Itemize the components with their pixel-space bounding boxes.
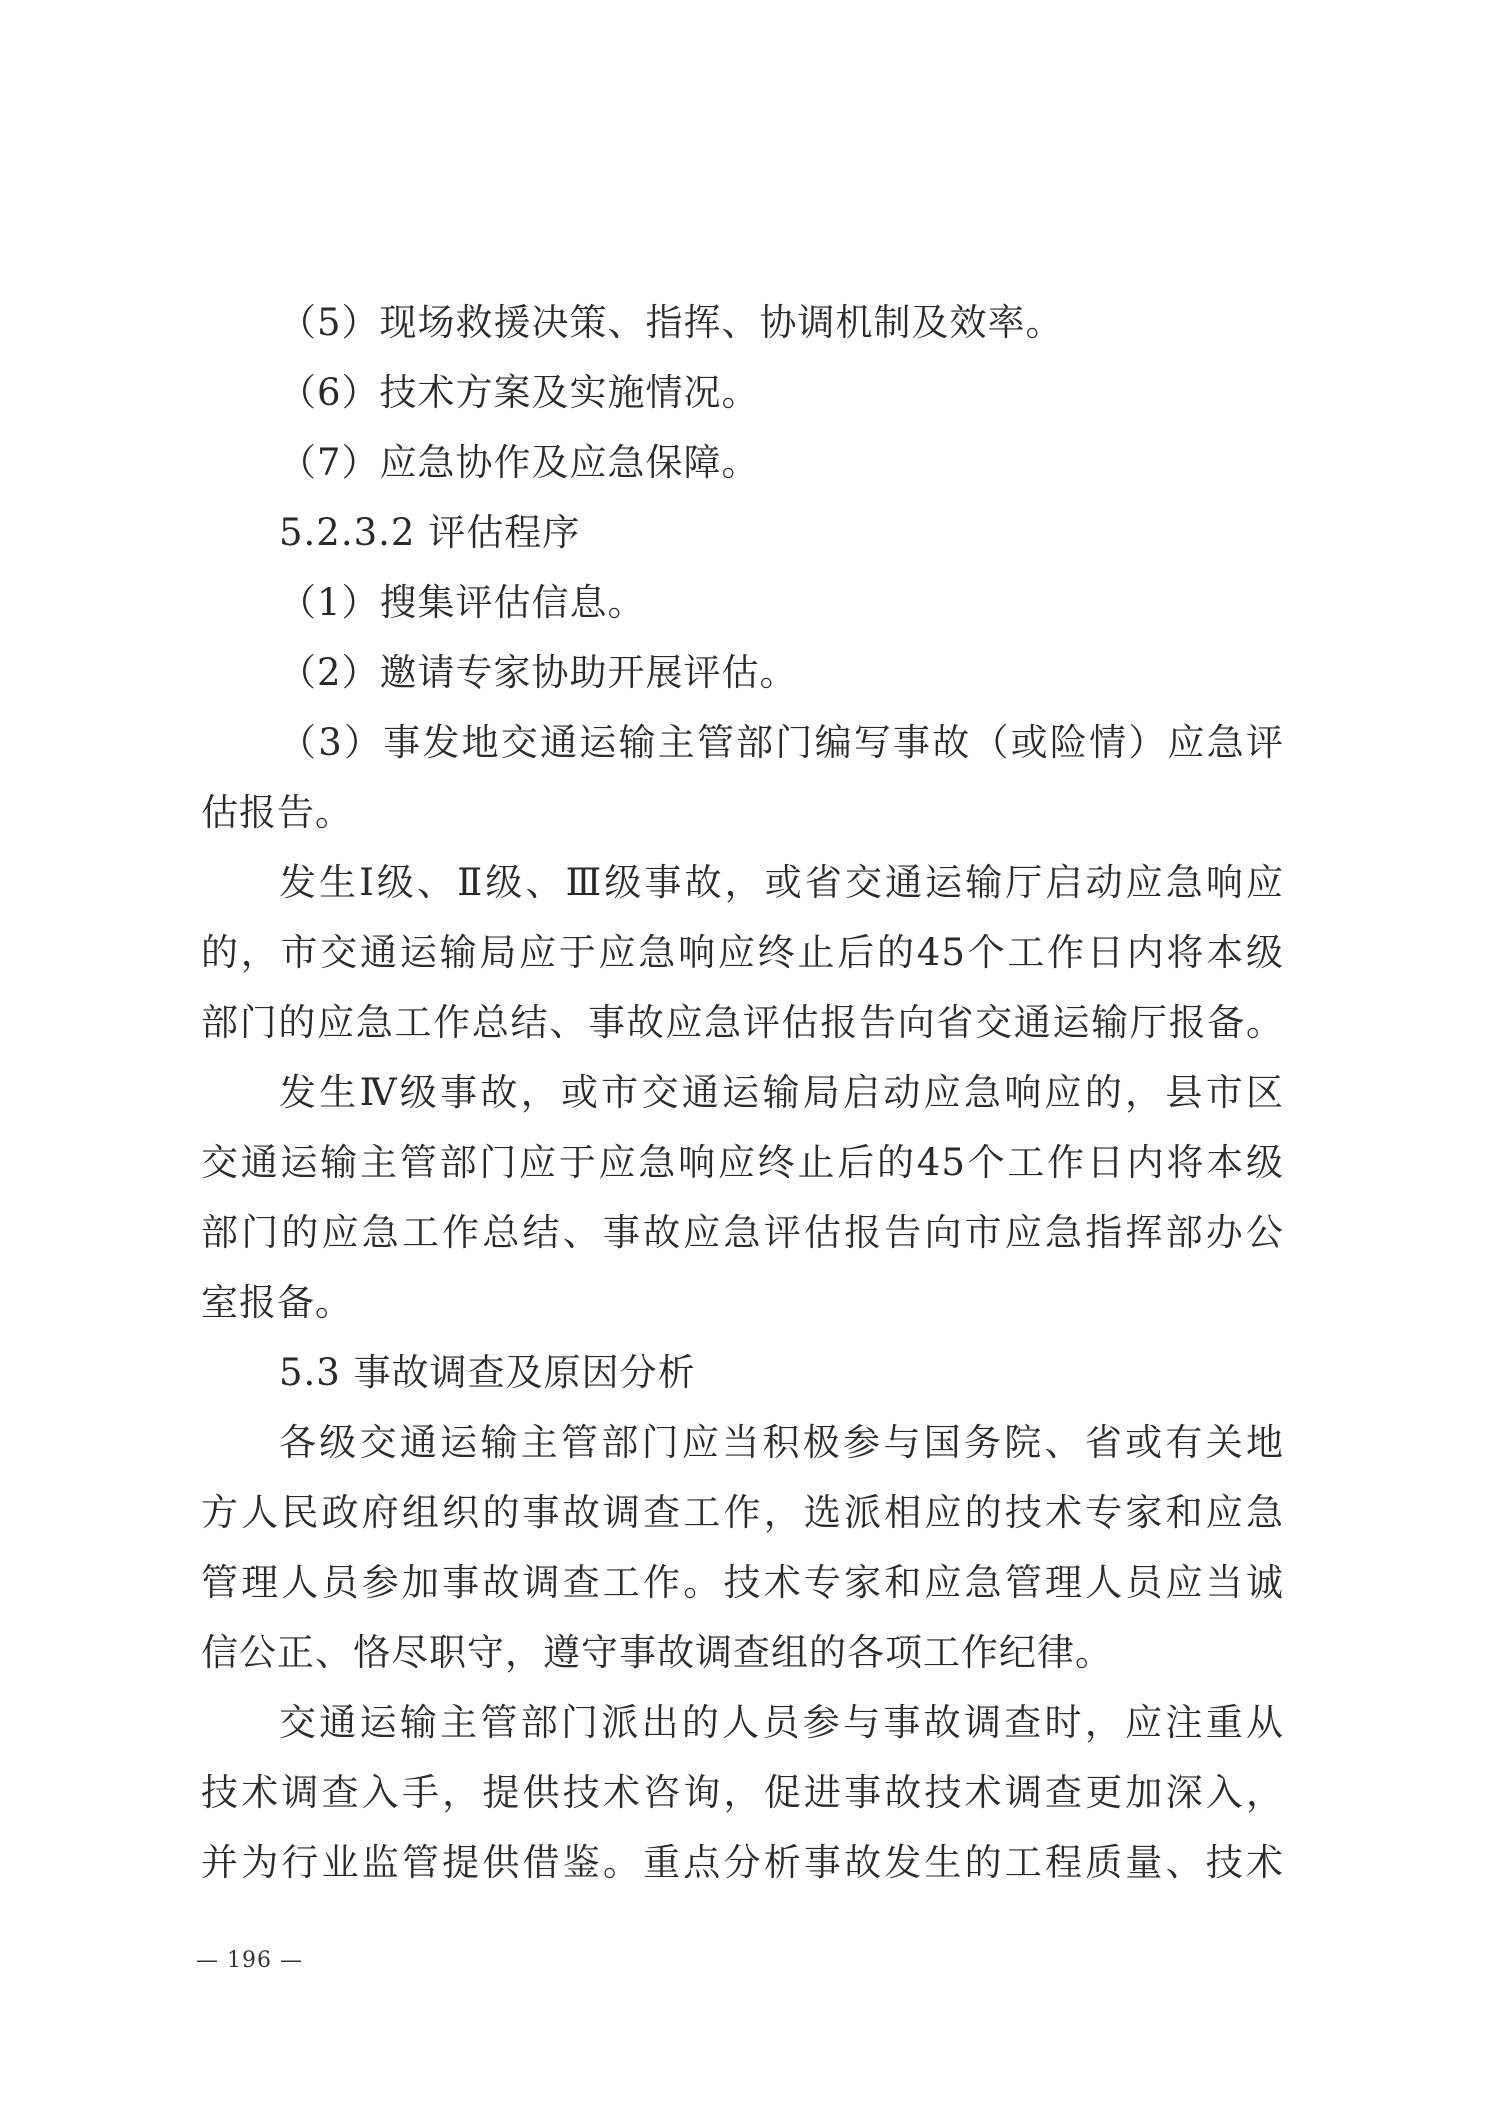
page-number: — 196 — bbox=[196, 1948, 303, 1973]
paragraph-line: 交通运输主管部门派出的人员参与事故调查时，应注重从 bbox=[279, 1701, 1284, 1744]
list-item: （3）事发地交通运输主管部门编写事故（或险情）应急评 bbox=[279, 721, 1284, 764]
list-item: （2）邀请专家协助开展评估。 bbox=[279, 651, 798, 694]
paragraph-line: 发生Ⅰ级、Ⅱ级、Ⅲ级事故，或省交通运输厅启动应急响应 bbox=[279, 861, 1284, 904]
paragraph-line: 的，市交通运输局应于应急响应终止后的45个工作日内将本级 bbox=[201, 931, 1284, 974]
paragraph-line: 部门的应急工作总结、事故应急评估报告向省交通运输厅报备。 bbox=[201, 1001, 1284, 1044]
paragraph-line: 并为行业监管提供借鉴。重点分析事故发生的工程质量、技术 bbox=[201, 1841, 1284, 1884]
document-body bbox=[201, 288, 1284, 1898]
paragraph-line: 管理人员参加事故调查工作。技术专家和应急管理人员应当诚 bbox=[201, 1561, 1284, 1604]
paragraph-line: 交通运输主管部门应于应急响应终止后的45个工作日内将本级 bbox=[201, 1141, 1284, 1184]
paragraph-line: 技术调查入手，提供技术咨询，促进事故技术调查更加深入， bbox=[201, 1771, 1284, 1814]
paragraph-line: 信公正、恪尽职守，遵守事故调查组的各项工作纪律。 bbox=[201, 1631, 1113, 1674]
paragraph-line: 发生Ⅳ级事故，或市交通运输局启动应急响应的，县市区 bbox=[279, 1071, 1284, 1114]
paragraph-line: 各级交通运输主管部门应当积极参与国务院、省或有关地 bbox=[279, 1421, 1284, 1464]
paragraph-line: 室报备。 bbox=[201, 1281, 353, 1324]
list-item-continuation: 估报告。 bbox=[201, 791, 353, 834]
list-item: （6）技术方案及实施情况。 bbox=[279, 371, 760, 414]
section-heading: 5.2.3.2 评估程序 bbox=[279, 511, 581, 554]
paragraph-line: 方人民政府组织的事故调查工作，选派相应的技术专家和应急 bbox=[201, 1491, 1284, 1534]
section-heading: 5.3 事故调查及原因分析 bbox=[279, 1351, 696, 1394]
paragraph-line: 部门的应急工作总结、事故应急评估报告向市应急指挥部办公 bbox=[201, 1211, 1284, 1254]
list-item: （1）搜集评估信息。 bbox=[279, 581, 646, 624]
list-item: （5）现场救援决策、指挥、协调机制及效率。 bbox=[279, 301, 1064, 344]
list-item: （7）应急协作及应急保障。 bbox=[279, 441, 760, 484]
